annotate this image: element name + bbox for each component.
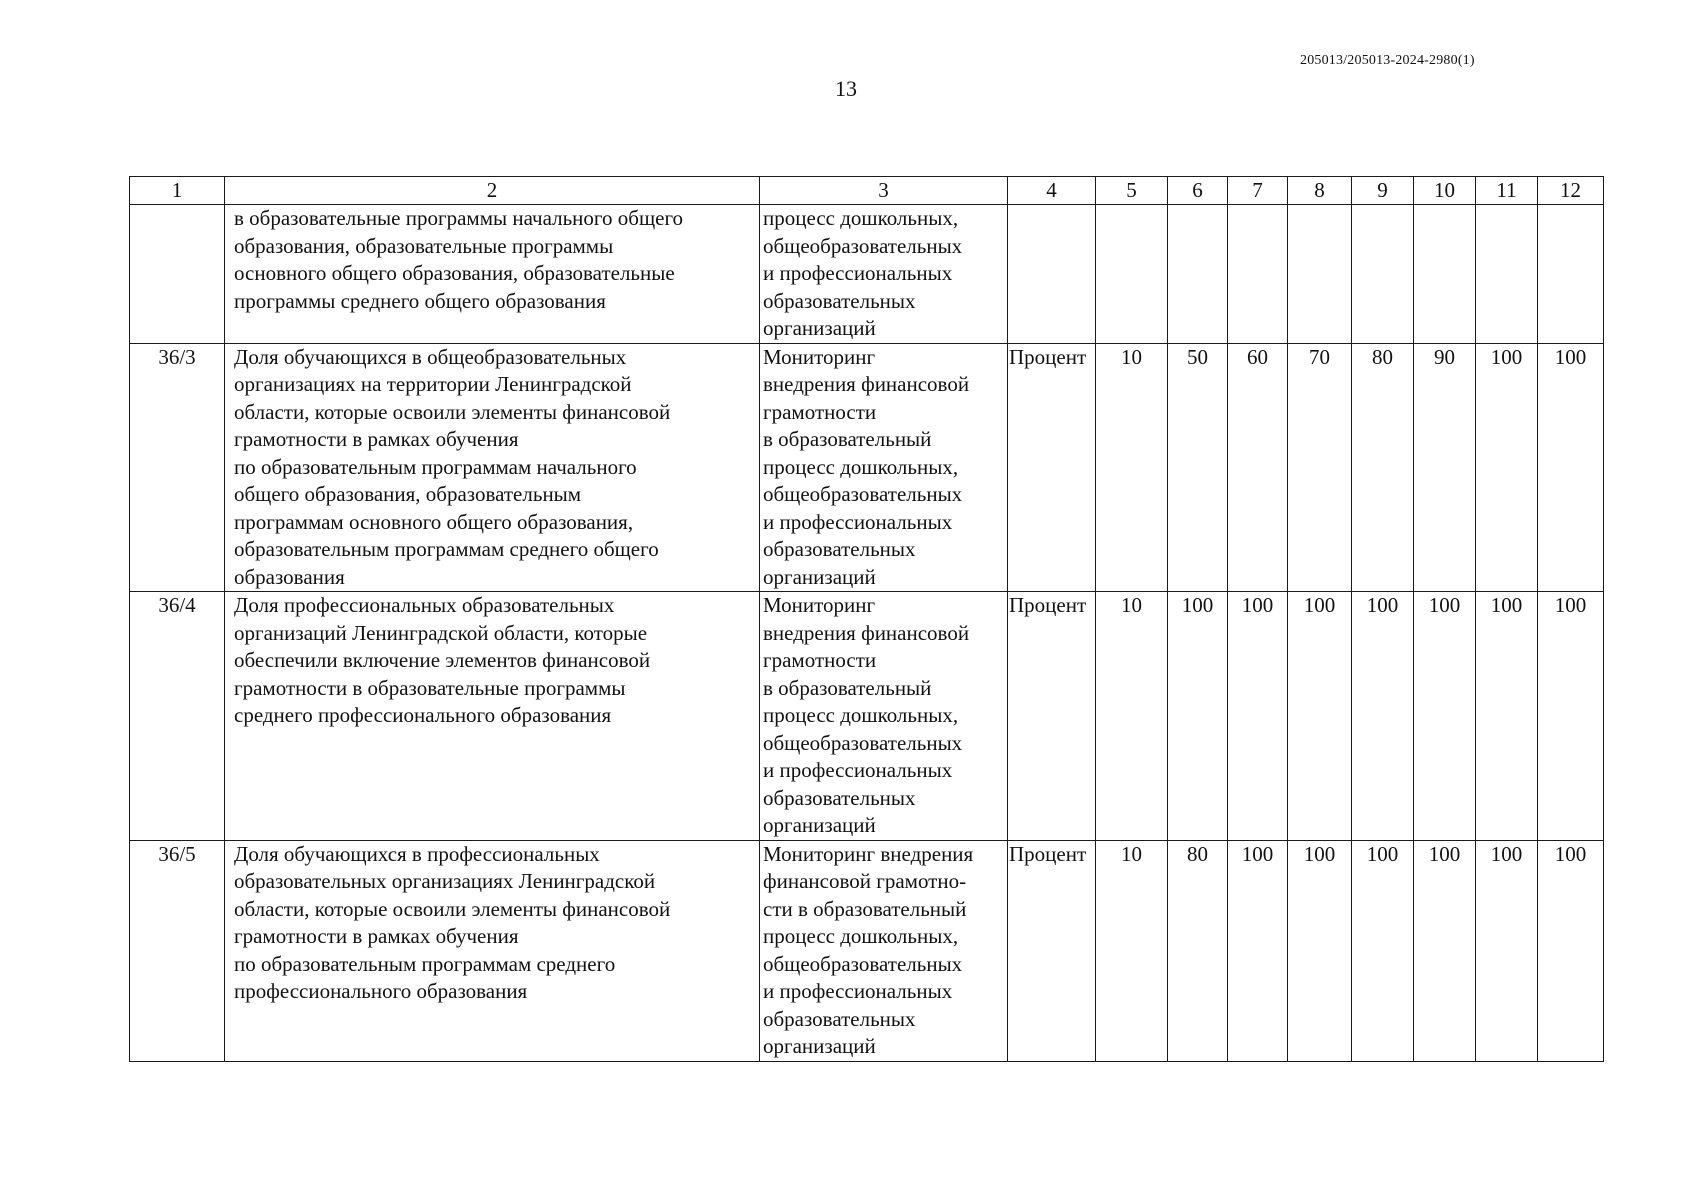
indicator-number: 36/5 — [130, 840, 225, 1061]
indicator-name-line: грамотности в рамках обучения — [234, 924, 519, 948]
indicator-value — [1288, 205, 1352, 344]
indicator-name-line: Доля обучающихся в профессиональных — [234, 841, 600, 866]
indicator-source-line: финансовой грамотно- — [763, 869, 967, 893]
indicator-name — [225, 592, 760, 841]
indicator-source-line: общеобразовательных — [763, 730, 963, 755]
column-header: 1 — [130, 177, 225, 205]
column-header: 9 — [1352, 177, 1414, 205]
column-header: 8 — [1288, 177, 1352, 205]
indicator-name-line: в образовательные программы начального общего — [234, 206, 684, 230]
column-header: 4 — [1008, 177, 1096, 205]
indicator-name-line: образовательным программам среднего общего — [234, 537, 659, 561]
indicator-name-line: профессионального образования — [234, 979, 528, 1003]
indicator-source-line: процесс дошкольных, — [763, 206, 959, 230]
indicator-value: 100 — [1476, 343, 1538, 592]
indicator-value — [1096, 205, 1168, 344]
indicator-source-line: и профессиональных — [763, 261, 953, 285]
indicator-source-line: и профессиональных — [763, 509, 953, 534]
indicator-name-line: организациях на территории Ленинградской — [234, 372, 632, 396]
indicator-name-line: организаций Ленинградской области, которые — [234, 620, 648, 645]
indicator-value: 100 — [1414, 592, 1476, 841]
indicator-unit: Процент — [1008, 840, 1096, 1061]
indicator-name-line: обеспечили включение элементов финансовой — [234, 648, 651, 672]
column-header: 5 — [1096, 177, 1168, 205]
indicator-name-line: программы среднего общего образования — [234, 288, 606, 313]
indicator-value: 100 — [1228, 592, 1288, 841]
indicators-table — [129, 176, 1604, 1062]
indicator-value: 10 — [1096, 840, 1168, 1061]
indicators-table-container — [129, 176, 1604, 1062]
indicator-source-line: организаций — [763, 316, 876, 340]
indicator-source-line: в образовательный — [763, 427, 932, 451]
indicator-number: 36/4 — [130, 592, 225, 841]
document-id: 205013/205013-2024-2980(1) — [1300, 53, 1475, 68]
indicator-source-line: и профессиональных — [763, 758, 953, 782]
indicator-name-line: образовательных организациях Ленинградской — [234, 869, 656, 893]
indicator-value: 100 — [1352, 840, 1414, 1061]
indicator-source-line: образовательных — [763, 288, 916, 313]
indicator-value: 100 — [1538, 592, 1604, 841]
indicator-source — [760, 343, 1008, 592]
indicator-name-line: области, которые освоили элементы финансовой — [234, 896, 671, 921]
indicator-value: 100 — [1538, 840, 1604, 1061]
indicator-name-line: грамотности в рамках обучения — [234, 427, 519, 451]
indicator-value — [1228, 205, 1288, 344]
indicator-name-line: по образовательным программам среднего — [234, 951, 616, 976]
table-row — [130, 205, 1604, 344]
indicator-value: 70 — [1288, 343, 1352, 592]
indicator-name-line: образования — [234, 564, 345, 589]
table-row — [130, 592, 1604, 841]
indicator-value: 60 — [1228, 343, 1288, 592]
column-header: 11 — [1476, 177, 1538, 205]
indicator-source-line: сти в образовательный — [763, 896, 967, 921]
indicator-name-line: программам основного общего образования, — [234, 509, 634, 534]
indicator-value: 100 — [1414, 840, 1476, 1061]
table-row — [130, 840, 1604, 1061]
indicator-source-line: Мониторинг внедрения — [763, 841, 974, 866]
column-header: 12 — [1538, 177, 1604, 205]
indicator-value: 10 — [1096, 343, 1168, 592]
column-header: 7 — [1228, 177, 1288, 205]
indicator-source-line: внедрения финансовой — [763, 372, 970, 396]
indicator-name-line: основного общего образования, образовательные — [234, 261, 675, 285]
indicator-name — [225, 343, 760, 592]
indicator-unit — [1008, 205, 1096, 344]
indicator-value: 100 — [1288, 840, 1352, 1061]
indicator-source-line: грамотности — [763, 648, 877, 672]
indicator-source-line: организаций — [763, 813, 876, 837]
indicator-value — [1414, 205, 1476, 344]
indicator-source-line: и профессиональных — [763, 979, 953, 1003]
column-header: 3 — [760, 177, 1008, 205]
indicator-source-line: процесс дошкольных, — [763, 454, 959, 479]
indicator-source-line: процесс дошкольных, — [763, 703, 959, 727]
indicator-number: 36/3 — [130, 343, 225, 592]
indicator-value — [1352, 205, 1414, 344]
indicator-source-line: образовательных — [763, 1006, 916, 1031]
indicator-source-line: общеобразовательных — [763, 233, 963, 258]
indicator-name — [225, 205, 760, 344]
indicator-name-line: общего образования, образовательным — [234, 482, 582, 506]
indicator-name-line: Доля профессиональных образовательных — [234, 593, 615, 617]
indicator-value — [1476, 205, 1538, 344]
indicator-source-line: в образовательный — [763, 675, 932, 700]
indicator-value: 80 — [1168, 840, 1228, 1061]
indicator-name-line: среднего профессионального образования — [234, 703, 612, 727]
indicator-value: 80 — [1352, 343, 1414, 592]
indicator-value: 10 — [1096, 592, 1168, 841]
indicator-source-line: организаций — [763, 1034, 876, 1058]
indicator-name-line: грамотности в образовательные программы — [234, 675, 626, 700]
indicator-source-line: Мониторинг — [763, 344, 876, 369]
table-body — [130, 205, 1604, 1062]
indicator-value: 50 — [1168, 343, 1228, 592]
column-number-row — [130, 177, 1604, 205]
indicator-value: 90 — [1414, 343, 1476, 592]
indicator-value — [1168, 205, 1228, 344]
indicator-value: 100 — [1168, 592, 1228, 841]
indicator-source-line: общеобразовательных — [763, 482, 963, 506]
indicator-source — [760, 205, 1008, 344]
column-header: 6 — [1168, 177, 1228, 205]
indicator-value: 100 — [1538, 343, 1604, 592]
indicator-value — [1538, 205, 1604, 344]
indicator-source — [760, 592, 1008, 841]
indicator-source-line: грамотности — [763, 399, 877, 424]
indicator-unit: Процент — [1008, 343, 1096, 592]
indicator-value: 100 — [1476, 592, 1538, 841]
indicator-source — [760, 840, 1008, 1061]
indicator-value: 100 — [1352, 592, 1414, 841]
indicator-source-line: общеобразовательных — [763, 951, 963, 976]
indicator-source-line: организаций — [763, 564, 876, 589]
indicator-unit: Процент — [1008, 592, 1096, 841]
indicator-number — [130, 205, 225, 344]
page-number: 13 — [835, 76, 857, 101]
indicator-value: 100 — [1288, 592, 1352, 841]
column-header: 10 — [1414, 177, 1476, 205]
indicator-source-line: Мониторинг — [763, 593, 876, 617]
indicator-name — [225, 840, 760, 1061]
indicator-name-line: образования, образовательные программы — [234, 233, 614, 258]
indicator-source-line: процесс дошкольных, — [763, 924, 959, 948]
indicator-value: 100 — [1228, 840, 1288, 1061]
indicator-value: 100 — [1476, 840, 1538, 1061]
indicator-source-line: образовательных — [763, 785, 916, 810]
table-row — [130, 343, 1604, 592]
indicator-source-line: внедрения финансовой — [763, 620, 970, 645]
indicator-name-line: по образовательным программам начального — [234, 454, 637, 479]
indicator-name-line: Доля обучающихся в общеобразовательных — [234, 344, 627, 369]
column-header: 2 — [225, 177, 760, 205]
indicator-source-line: образовательных — [763, 537, 916, 561]
indicator-name-line: области, которые освоили элементы финансовой — [234, 399, 671, 424]
